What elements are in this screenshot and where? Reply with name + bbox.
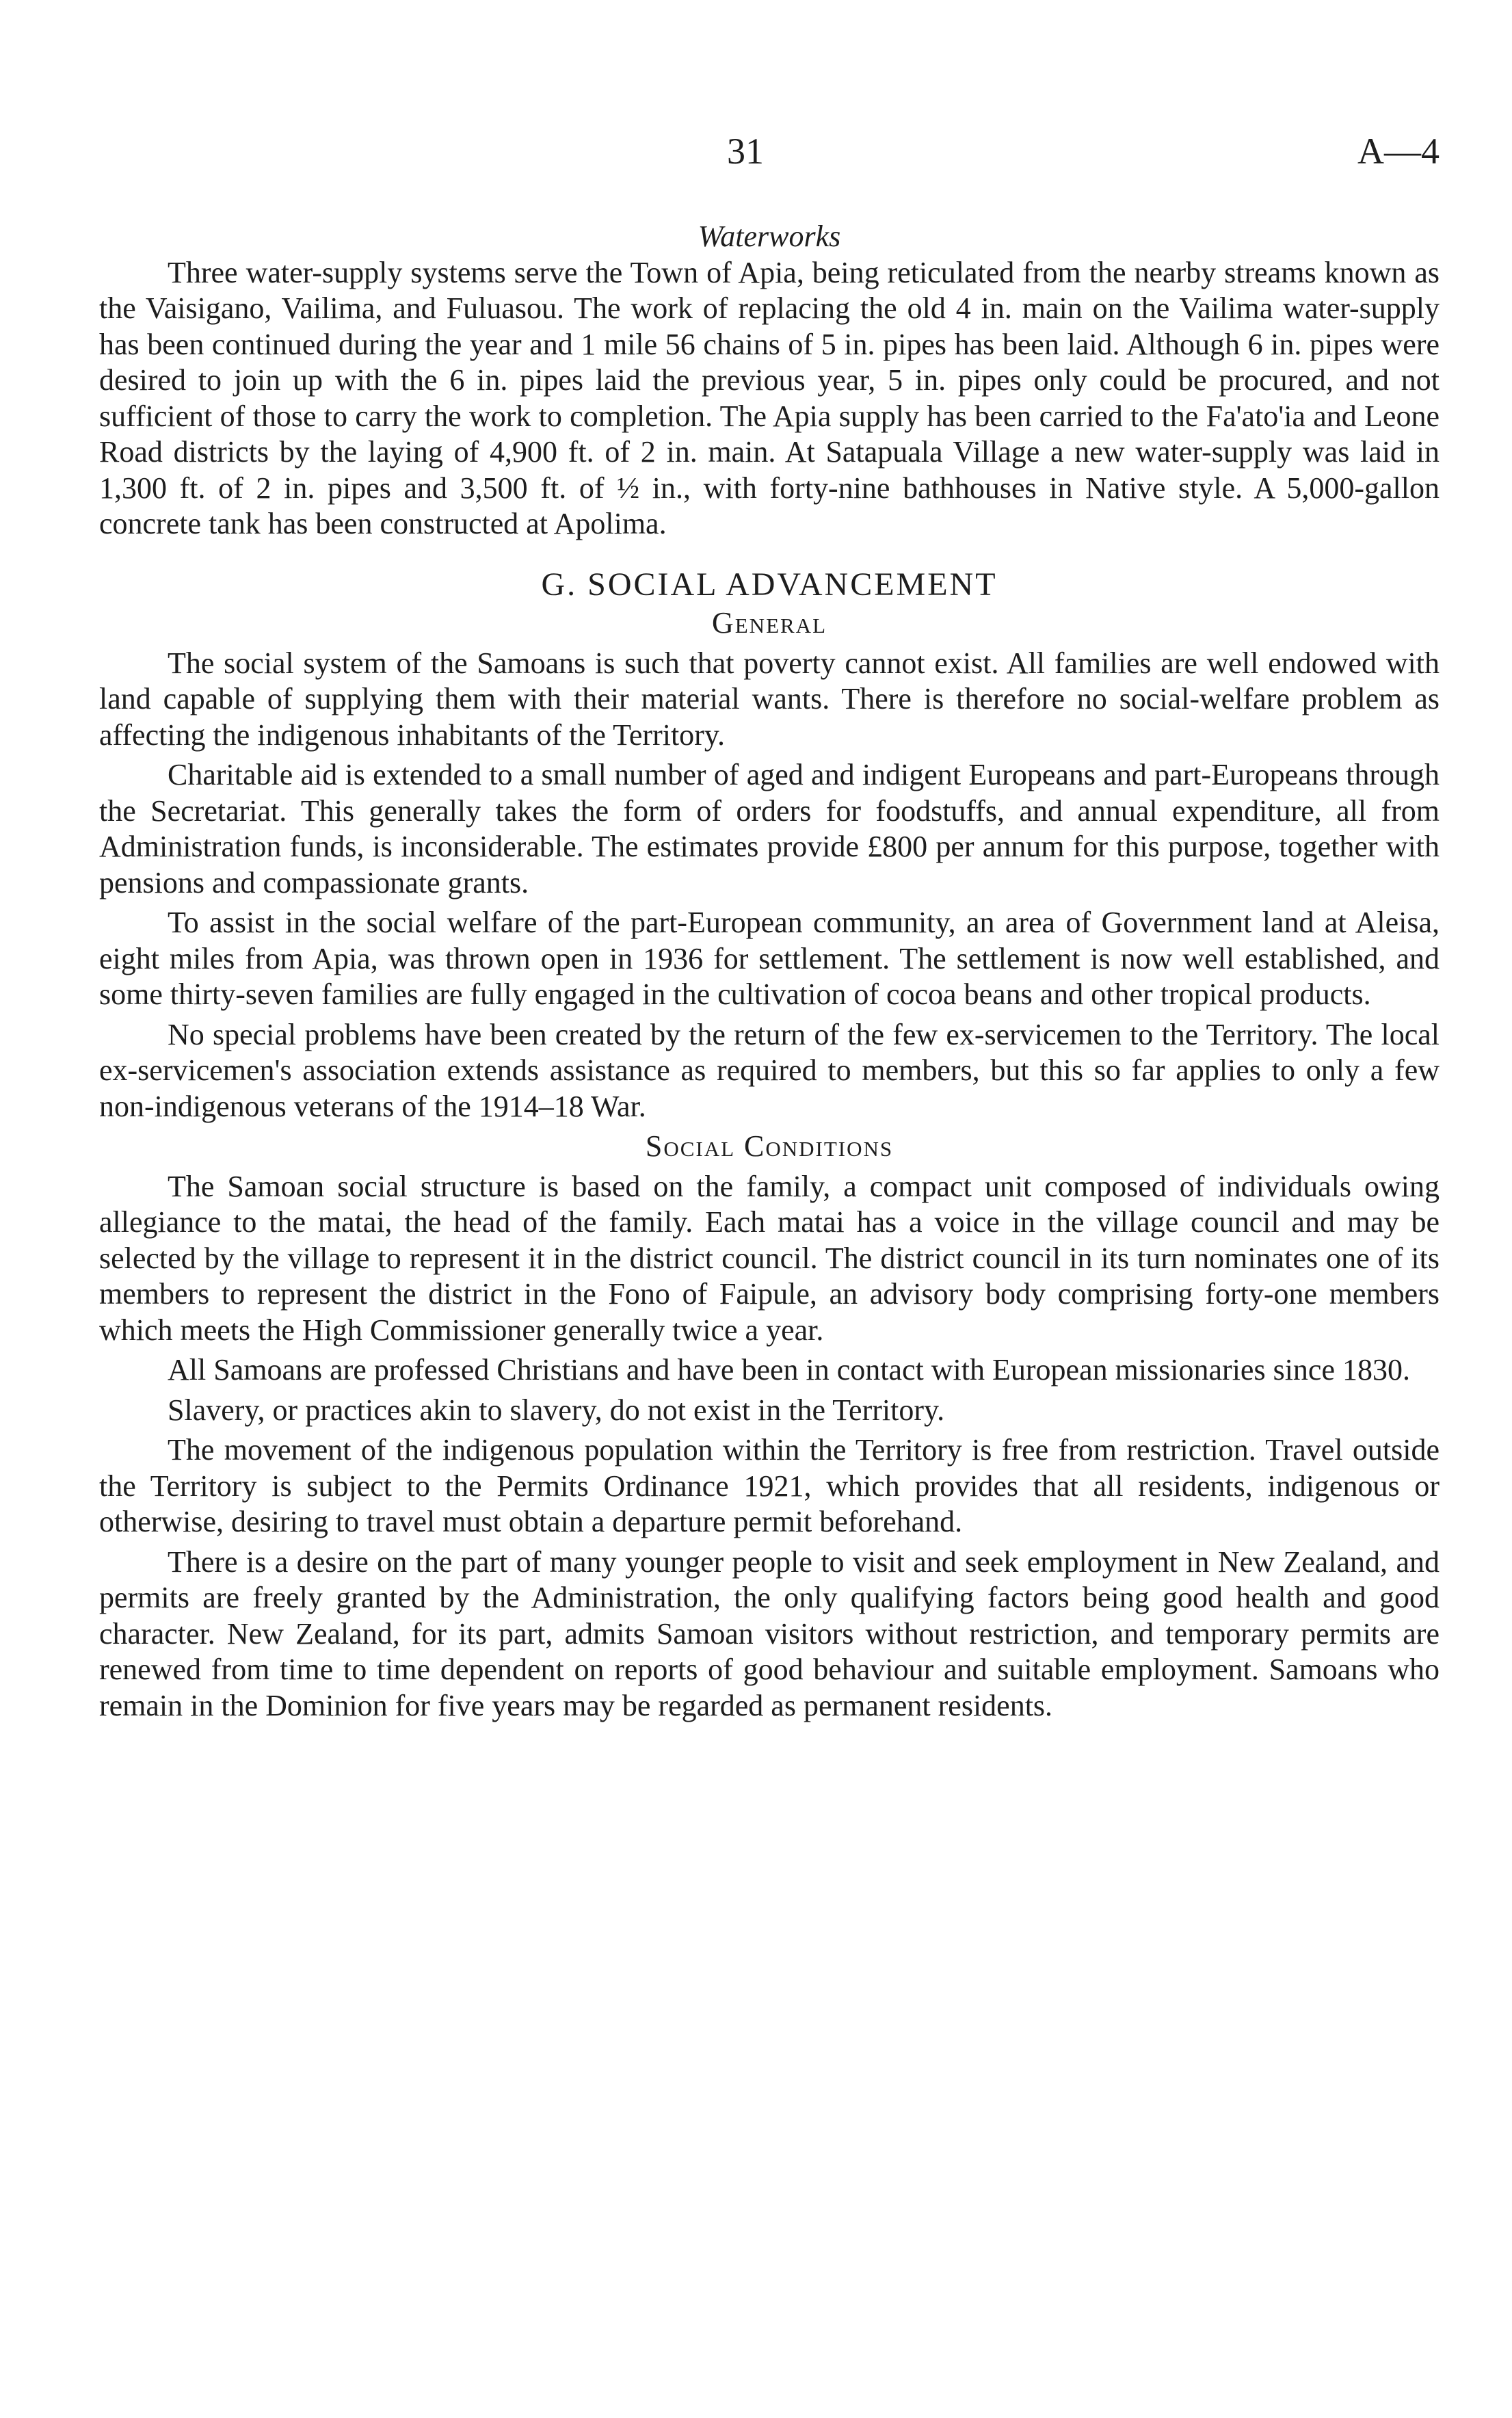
page-number: 31 [727,131,764,172]
subsection-heading-social-conditions: Social Conditions [645,1129,894,1163]
paragraph-general-3: To assist in the social welfare of the part-European community, an area of Government land at Aleisa, eight miles from Apia, was thrown open in 1936 for settlement. The settlement is now well established, and some thirty-seven families are fully engaged in the cultivation of cocoa beans and other tropical products. [99,906,1440,1011]
section-heading-waterworks: Waterworks [698,220,841,253]
paragraph-general-1: The social system of the Samoans is such that poverty cannot exist. All families are well endowed with land capable of supplying them with their material wants. There is therefore no social-welfare problem as affecting the indigenous inhabitants of the Territory. [99,646,1440,752]
section-heading-social-advancement: G. SOCIAL ADVANCEMENT [541,566,998,603]
paragraph-social-conditions-4: The movement of the indigenous population within the Territory is free from restriction. Travel outside the Territory is subject to the Permits Ordinance 1921, which provides that all residents, indigenous or otherwise, desiring to travel must obtain a departure permit beforehand. [99,1433,1440,1538]
paragraph-social-conditions-2: All Samoans are professed Christians and have been in contact with European missionaries since 1830. [168,1353,1410,1387]
document-reference: A—4 [1357,131,1440,172]
paragraph-social-conditions-5: There is a desire on the part of many younger people to visit and seek employment in New Zealand, and permits are freely granted by the Administration, the only qualifying factors being good health and good character. New Zealand, for its part, admits Samoan visitors without restriction, and temporary permits are renewed from time to time dependent on reports of good behaviour and suitable employment. Samoans who remain in the Dominion for five years may be regarded as permanent residents. [99,1545,1440,1722]
paragraph-general-2: Charitable aid is extended to a small number of aged and indigent Europeans and part-Europeans through the Secretariat. This generally takes the form of orders for foodstuffs, and annual expenditure, all from Administration funds, is inconsiderable. The estimates provide £800 per annum for this purpose, together with pensions and compassionate grants. [99,758,1440,899]
paragraph-general-4: No special problems have been created by the return of the few ex-servicemen to the Territory. The local ex-servicemen's association extends assistance as required to members, but this so far applies to only a few non-indigenous veterans of the 1914–18 War. [99,1017,1440,1123]
paragraph-waterworks: Three water-supply systems serve the Town of Apia, being reticulated from the nearby streams known as the Vaisigano, Vailima, and Fuluasou. The work of replacing the old 4 in. main on the Vailima water-supply has been continued during the year and 1 mile 56 chains of 5 in. pipes has been laid. Although 6 in. pipes were desired to join up with the 6 in. pipes laid the previous year, 5 in. pipes only could be procured, and not sufficient of those to carry the work to completion. The Apia supply has been carried to the Fa'ato'ia and Leone Road districts by the laying of 4,900 ft. of 2 in. main. At Satapuala Village a new water-supply was laid in 1,300 ft. of 2 in. pipes and 3,500 ft. of ½ in., with forty-nine bathhouses in Native style. A 5,000-gallon concrete tank has been constructed at Apolima. [99,255,1440,540]
document-page [99,0,1440,2418]
paragraph-social-conditions-1: The Samoan social structure is based on the family, a compact unit composed of individuals owing allegiance to the matai, the head of the family. Each matai has a voice in the village council and may be selected by the village to represent it in the district council. The district council in its turn nominates one of its members to represent the district in the Fono of Faipule, an advisory body comprising forty-one members which meets the High Commissioner generally twice a year. [99,1169,1440,1347]
page-body [99,219,1440,1724]
paragraph-social-conditions-3: Slavery, or practices akin to slavery, do not exist in the Territory. [168,1393,945,1427]
running-header [99,130,1440,185]
subsection-heading-general: General [711,606,827,640]
